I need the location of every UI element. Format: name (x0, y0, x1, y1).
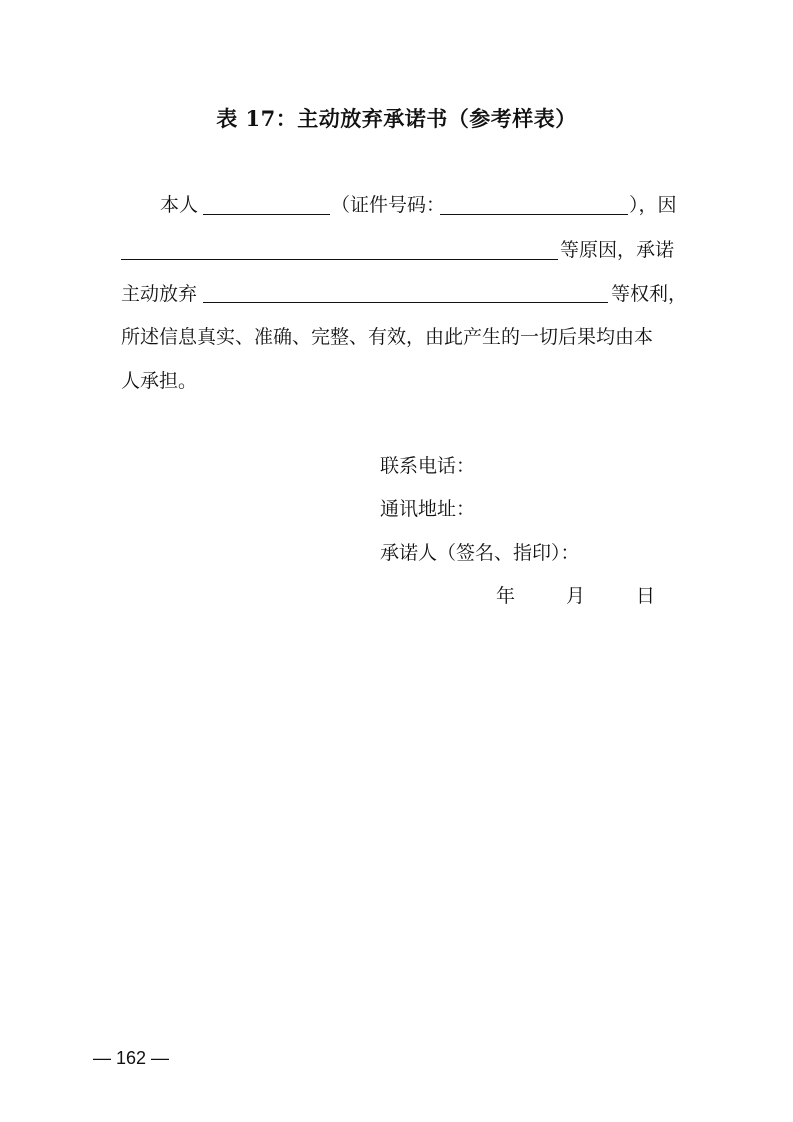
signer-label: 承诺人（签名、指印）： (380, 542, 580, 564)
body-line5: 人承担。 (121, 370, 198, 392)
reason-blank-line (121, 259, 558, 260)
date-month-label: 月 (566, 585, 586, 607)
body-line4: 所述信息真实、准确、完整、有效，由此产生的一切后果均由本 (121, 326, 654, 348)
body-line3-start: 主动放弃 (121, 283, 198, 305)
rights-blank-line (203, 302, 608, 303)
document-title: 表 17：主动放弃承诺书（参考样表） (216, 106, 577, 131)
name-blank-line (203, 214, 330, 215)
mailing-address-label: 通讯地址： (380, 498, 476, 520)
contact-phone-label: 联系电话： (380, 455, 476, 477)
body-line2-end: 等原因，承诺 (560, 239, 675, 261)
body-line1-end: ），因 (629, 194, 677, 216)
body-line1-start: 本人 (160, 194, 199, 216)
id-number-blank-line (440, 214, 628, 215)
body-line3-end: 等权利， (611, 283, 688, 305)
date-day-label: 日 (636, 585, 656, 607)
date-year-label: 年 (496, 585, 516, 607)
body-line1-mid: （证件号码： (331, 194, 446, 216)
page-number: — 162 — (93, 1048, 170, 1068)
